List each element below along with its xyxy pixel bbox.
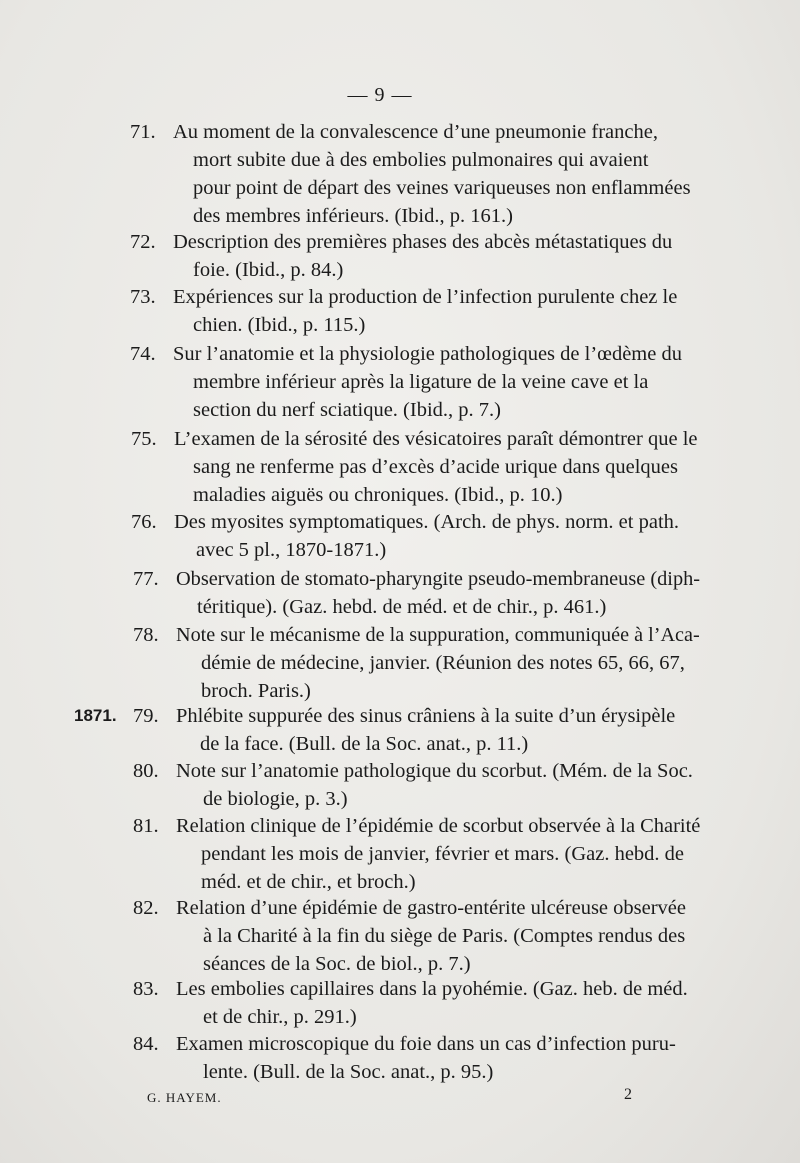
entry-number: 84. [133,1033,159,1055]
entry-text-line: mort subite due à des embolies pulmonaires qui avaient [193,149,649,171]
entry-text-line: de biologie, p. 3.) [203,788,348,810]
entry-text-line: chien. (Ibid., p. 115.) [193,314,366,336]
page-number: — 9 — [347,84,413,106]
entry-text-line: foie. (Ibid., p. 84.) [193,259,344,281]
entry-number: 82. [133,897,159,919]
entry-text-line: Relation d’une épidémie de gastro-entérite ulcéreuse observée [176,897,686,919]
entry-text-line: sang ne renferme pas d’excès d’acide urique dans quelques [193,456,678,478]
entry-text-line: lente. (Bull. de la Soc. anat., p. 95.) [203,1061,494,1083]
entry-text-line: L’examen de la sérosité des vésicatoires paraît démontrer que le [174,428,698,450]
entry-text-line: Relation clinique de l’épidémie de scorbut observée à la Charité [176,815,701,837]
entry-text-line: Examen microscopique du foie dans un cas d’infection puru- [176,1033,676,1055]
entry-text-line: Des myosites symptomatiques. (Arch. de phys. norm. et path. [174,511,680,533]
entry-text-line: Les embolies capillaires dans la pyohémie. (Gaz. heb. de méd. [176,978,688,1000]
entry-number: 76. [131,511,157,533]
entry-text-line: démie de médecine, janvier. (Réunion des notes 65, 66, 67, [201,652,685,674]
entry-number: 80. [133,760,159,782]
entry-text-line: membre inférieur après la ligature de la veine cave et la [193,371,649,393]
entry-text-line: méd. et de chir., et broch.) [201,871,416,893]
entry-number: 71. [130,121,156,143]
entry-text-line: Description des premières phases des abcès métastatiques du [173,231,673,253]
entry-text-line: séances de la Soc. de biol., p. 7.) [203,953,471,975]
entry-text-line: des membres inférieurs. (Ibid., p. 161.) [193,205,513,227]
entry-number: 77. [133,568,159,590]
signature-mark: 2 [624,1086,632,1103]
entry-text-line: pendant les mois de janvier, février et mars. (Gaz. hebd. de [201,843,685,865]
entry-text-line: téritique). (Gaz. hebd. de méd. et de chir., p. 461.) [197,596,607,618]
entry-text-line: Observation de stomato-pharyngite pseudo-membraneuse (diph- [176,568,701,590]
entry-text-line: Au moment de la convalescence d’une pneumonie franche, [173,121,658,143]
entry-number: 78. [133,624,159,646]
entry-text-line: à la Charité à la fin du siège de Paris. (Comptes rendus des [203,925,686,947]
entry-text-line: avec 5 pl., 1870-1871.) [196,539,387,561]
entry-number: 74. [130,343,156,365]
entry-number: 73. [130,286,156,308]
entry-number: 75. [131,428,157,450]
year-label: 1871. [74,706,117,725]
entry-text-line: Sur l’anatomie et la physiologie pathologiques de l’œdème du [173,343,682,365]
entry-text-line: Note sur l’anatomie pathologique du scorbut. (Mém. de la Soc. [176,760,693,782]
entry-number: 79. [133,705,159,727]
entry-number: 83. [133,978,159,1000]
entry-text-line: Note sur le mécanisme de la suppuration, communiquée à l’Aca- [176,624,700,646]
entry-text-line: Phlébite suppurée des sinus crâniens à la suite d’un érysipèle [176,705,676,727]
entry-text-line: pour point de départ des veines variqueuses non enflammées [193,177,691,199]
entry-text-line: Expériences sur la production de l’infection purulente chez le [173,286,678,308]
footer-author: G. HAYEM. [147,1090,222,1105]
entry-text-line: section du nerf sciatique. (Ibid., p. 7.) [193,399,501,421]
entry-text-line: et de chir., p. 291.) [203,1006,357,1028]
entry-number: 81. [133,815,159,837]
entry-number: 72. [130,231,156,253]
entry-text-line: de la face. (Bull. de la Soc. anat., p. 11.) [200,733,529,755]
entry-text-line: maladies aiguës ou chroniques. (Ibid., p. 10.) [193,484,563,506]
entry-text-line: broch. Paris.) [201,680,311,702]
